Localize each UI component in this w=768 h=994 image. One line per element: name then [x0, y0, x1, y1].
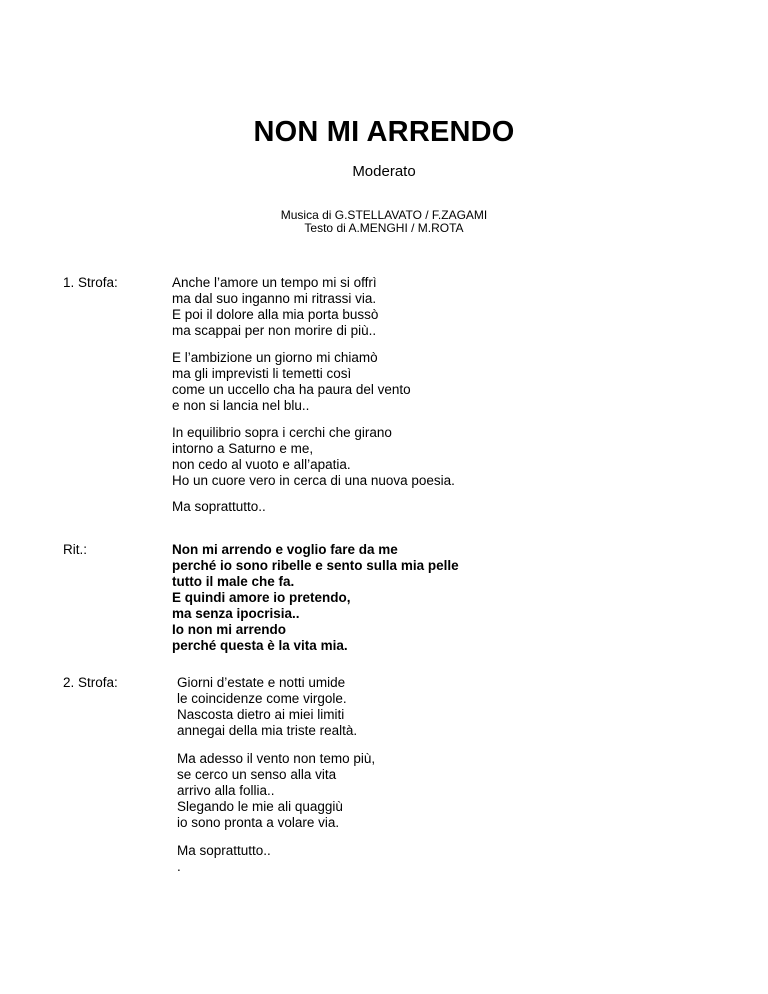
strofa-1-stanza-3 — [172, 425, 455, 489]
rit-label: Rit.: — [63, 542, 88, 557]
strofa-1-stanza-4 — [172, 499, 266, 515]
music-credit: Musica di G.STELLAVATO / F.ZAGAMI — [280, 208, 488, 222]
credits — [0, 209, 768, 235]
strofa-2-stanza-2 — [177, 751, 375, 831]
lyric-line: arrivo alla follia.. — [177, 783, 275, 798]
strofa-1-label: 1. Strofa: — [63, 275, 118, 290]
lyric-line: ma gli imprevisti li temetti così — [172, 366, 352, 381]
lyric-line: ma scappai per non morire di più.. — [172, 323, 377, 338]
lyric-line: E quindi amore io pretendo, — [172, 590, 351, 605]
ritornello — [172, 542, 459, 654]
lyric-line: Io non mi arrendo — [172, 622, 287, 637]
lyric-line: non cedo al vuoto e all’apatia. — [172, 457, 351, 472]
lyric-line: Anche l’amore un tempo mi si offrì — [172, 275, 377, 290]
lyric-line: Ma adesso il vento non temo più, — [177, 751, 376, 766]
lyric-line: Nascosta dietro ai miei limiti — [177, 707, 345, 722]
strofa-1-stanza-1 — [172, 275, 378, 339]
lyric-line: In equilibrio sopra i cerchi che girano — [172, 425, 392, 440]
lyrics-credit: Testo di A.MENGHI / M.ROTA — [304, 221, 464, 235]
lyric-line: perché questa è la vita mia. — [172, 638, 348, 653]
lyric-line: se cerco un senso alla vita — [177, 767, 337, 782]
lyric-line: perché io sono ribelle e sento sulla mia pelle — [172, 558, 459, 573]
lyric-line: annegai della mia triste realtà. — [177, 723, 358, 738]
strofa-2-stanza-3 — [177, 843, 271, 875]
lyric-line: intorno a Saturno e me, — [172, 441, 314, 456]
lyric-line: E poi il dolore alla mia porta bussò — [172, 307, 379, 322]
lyric-line: . — [177, 859, 181, 874]
lyric-line: io sono pronta a volare via. — [177, 815, 340, 830]
lyric-line: Giorni d’estate e notti umide — [177, 675, 346, 690]
lyric-line: ma senza ipocrisia.. — [172, 606, 300, 621]
strofa-1-stanza-2 — [172, 350, 411, 414]
tempo-marking: Moderato — [352, 163, 416, 180]
lyric-line: ma dal suo inganno mi ritrassi via. — [172, 291, 377, 306]
strofa-2-stanza-1 — [177, 675, 357, 739]
lyric-line: Ho un cuore vero in cerca di una nuova poesia. — [172, 473, 455, 488]
lyric-line: e non si lancia nel blu.. — [172, 398, 310, 413]
lyric-line: Slegando le mie ali quaggiù — [177, 799, 343, 814]
lyric-line: Ma soprattutto.. — [177, 843, 271, 858]
lyric-line: tutto il male che fa. — [172, 574, 295, 589]
lyric-line: le coincidenze come virgole. — [177, 691, 347, 706]
lyric-line: E l’ambizione un giorno mi chiamò — [172, 350, 378, 365]
strofa-2-label: 2. Strofa: — [63, 675, 118, 690]
lyric-line: Non mi arrendo e voglio fare da me — [172, 542, 398, 557]
lyric-line: come un uccello cha ha paura del vento — [172, 382, 411, 397]
song-title: NON MI ARRENDO — [253, 116, 515, 148]
lyric-line: Ma soprattutto.. — [172, 499, 266, 514]
